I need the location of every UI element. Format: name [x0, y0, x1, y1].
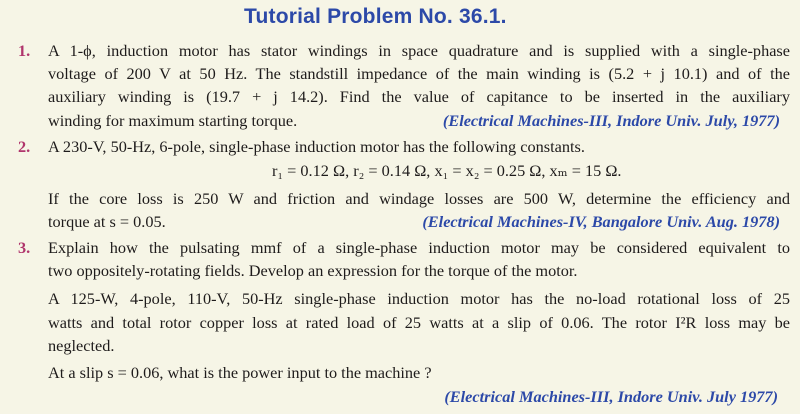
problem-2-constants: r₁ = 0.12 Ω, r₂ = 0.14 Ω, x₁ = x₂ = 0.25 Ω, xₘ = 15 Ω. — [272, 161, 622, 180]
problem-3-line-5: neglected. — [48, 336, 115, 355]
problem-3-line-3: A 125-W, 4-pole, 110-V, 50-Hz single-phase induction motor has the no-load rotational loss of 25 — [48, 289, 790, 308]
problem-3-line-2: two oppositely-rotating fields. Develop an expression for the torque of the motor. — [48, 261, 578, 280]
problem-1-line-3: auxiliary winding is (19.7 + j 14.2). Find the value of capitance to be inserted in the auxiliary — [48, 87, 790, 106]
problem-2-line-2: If the core loss is 250 W and friction and windage losses are 500 W, determine the efficiency and — [48, 189, 790, 208]
problem-1-line-2: voltage of 200 V at 50 Hz. The standstill impedance of the main winding is (5.2 + j 10.1) and of the — [48, 64, 790, 83]
problem-3-line-4: watts and total rotor copper loss at rated load of 25 watts at a slip of 0.06. The rotor I²R loss may be — [48, 313, 790, 332]
problem-1-reference: (Electrical Machines-III, Indore Univ. July, 1977) — [442, 111, 780, 130]
problem-3-reference: (Electrical Machines-III, Indore Univ. July 1977) — [444, 387, 778, 406]
problem-1-line-1: A 1-ϕ, induction motor has stator windings in space quadrature and is supplied with a single-phase — [48, 41, 790, 60]
problem-2-number: 2. — [18, 137, 31, 156]
problem-2-line-3: torque at s = 0.05. — [48, 212, 166, 231]
problem-3-line-6: At a slip s = 0.06, what is the power input to the machine ? — [48, 363, 432, 382]
problem-1-line-4: winding for maximum starting torque. — [48, 111, 298, 130]
problem-2-reference: (Electrical Machines-IV, Bangalore Univ. Aug. 1978) — [422, 212, 780, 231]
problem-2-line-1: A 230-V, 50-Hz, 6-pole, single-phase induction motor has the following constants. — [48, 137, 585, 156]
problem-3-line-1: Explain how the pulsating mmf of a single-phase induction motor may be considered equivalent to — [48, 238, 790, 257]
page-title: Tutorial Problem No. 36.1. — [244, 5, 507, 28]
problem-3-number: 3. — [18, 238, 31, 257]
problem-1-number: 1. — [18, 41, 31, 60]
